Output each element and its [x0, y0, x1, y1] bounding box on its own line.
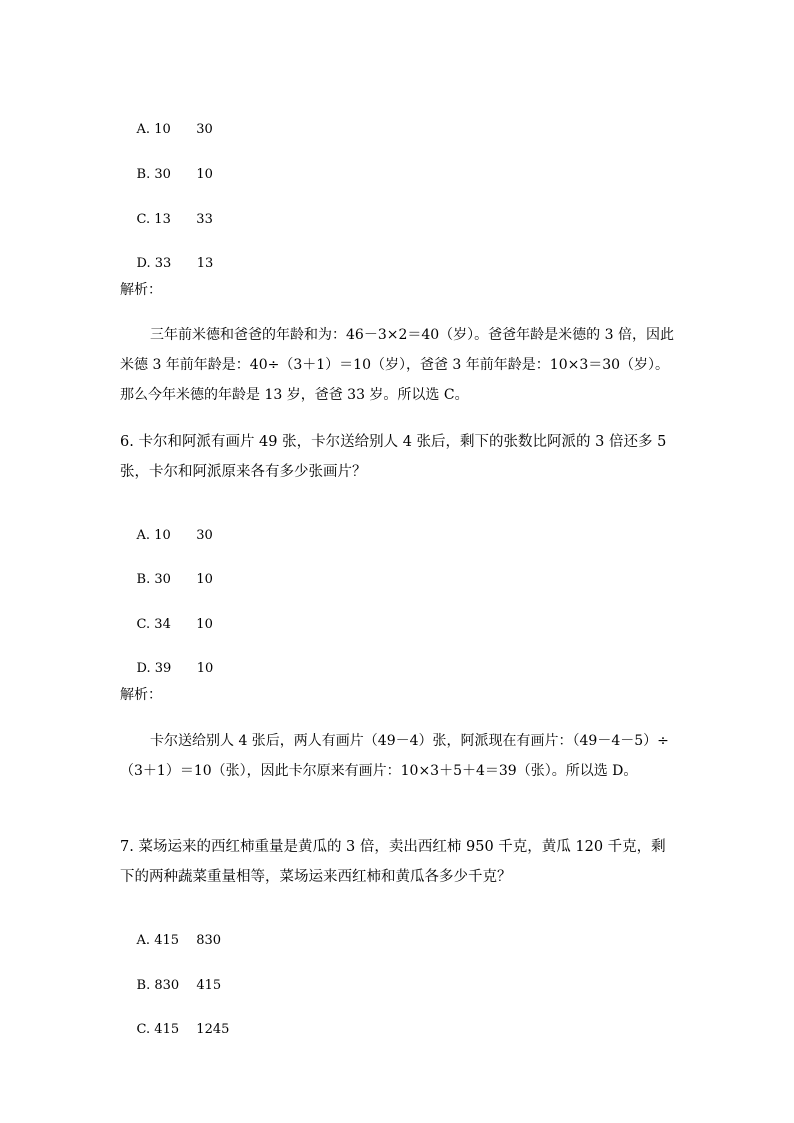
option-label: B.: [136, 167, 151, 182]
q7-option-c: [120, 1003, 229, 1057]
option-value-1: 30: [154, 167, 171, 182]
option-label: D.: [136, 256, 151, 271]
option-value-1: 34: [154, 617, 171, 632]
q7-question: 7. 菜场运来的西红柿重量是黄瓜的 3 倍，卖出西红柿 950 千克，黄瓜 120 千克，剩下的两种蔬菜重量相等，菜场运来西红柿和黄瓜各多少千克？: [120, 839, 666, 885]
q5-analysis-heading: 解析：: [120, 282, 162, 298]
option-value-1: 10: [154, 122, 171, 137]
option-value-1: 10: [154, 528, 171, 543]
q6-analysis-text: 卡尔送给别人 4 张后，两人有画片（49－4）张，阿派现在有画片：（49－4－5）÷（3＋1）＝10（张），因此卡尔原来有画片：10×3＋5＋4＝39（张）。所以选 D。: [120, 733, 669, 779]
option-value-1: 415: [154, 933, 180, 948]
option-value-2: 1245: [196, 1022, 230, 1037]
option-value-1: 830: [154, 978, 180, 993]
option-label: B.: [136, 572, 151, 587]
option-label: B.: [136, 978, 151, 993]
option-value-1: 33: [154, 256, 172, 271]
option-value-2: 33: [196, 212, 213, 227]
option-value-1: 30: [154, 572, 171, 587]
option-label: C.: [136, 1022, 151, 1037]
option-value-2: 10: [196, 167, 213, 182]
option-label: C.: [136, 212, 151, 227]
option-value-2: 13: [196, 256, 214, 271]
option-value-2: 30: [196, 528, 213, 543]
option-value-2: 415: [196, 978, 222, 993]
option-value-2: 830: [196, 933, 222, 948]
option-value-2: 30: [196, 122, 213, 137]
option-label: D.: [136, 661, 151, 676]
q6-question: 6. 卡尔和阿派有画片 49 张，卡尔送给别人 4 张后，剩下的张数比阿派的 3 倍还多 5 张，卡尔和阿派原来各有多少张画片？: [120, 434, 667, 480]
option-label: A.: [136, 933, 151, 948]
option-value-1: 39: [154, 661, 172, 676]
option-value-1: 13: [154, 212, 171, 227]
option-label: C.: [136, 617, 151, 632]
option-label: A.: [136, 528, 151, 543]
q6-analysis-heading: 解析：: [120, 687, 162, 703]
option-value-2: 10: [196, 661, 214, 676]
option-value-2: 10: [196, 572, 213, 587]
option-value-2: 10: [196, 617, 213, 632]
option-label: A.: [136, 122, 151, 137]
q5-analysis-text: 三年前米德和爸爸的年龄和为：46－3×2＝40（岁）。爸爸年龄是米德的 3 倍，因此米德 3 年前年龄是：40÷（3＋1）＝10（岁），爸爸 3 年前年龄是：10×3＝30（岁）。那么今年米德的年龄是 13 岁，爸爸 33 岁。所以选 C。: [120, 327, 674, 403]
option-value-1: 415: [154, 1022, 180, 1037]
